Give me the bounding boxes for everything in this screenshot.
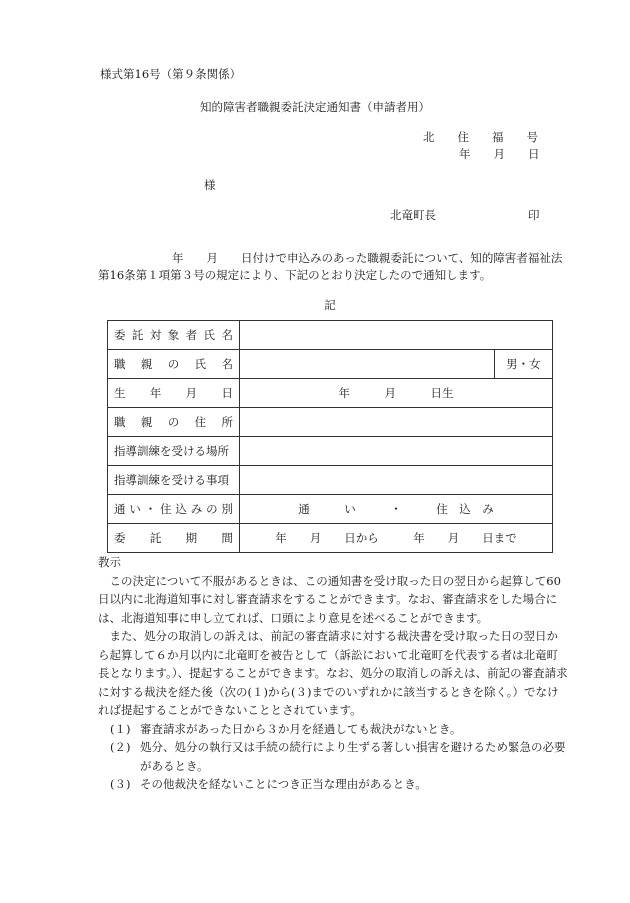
table-row [108,379,553,408]
field-consignee-name [239,321,552,350]
item-text: 処分、処分の執行又は手続の続行により生ずる著しい損害を避けるため緊急の必要があるとき。 [140,740,566,773]
label-commute-type: 通 い ・ 住 込 み の 別 [114,502,233,516]
document-title: 知的障害者職親委託決定通知書（申請者用） [200,100,430,114]
field-commute-type: 通 い ・ 住 込 み [239,495,552,524]
list-item [98,720,568,739]
table-row [108,408,553,437]
label-cell [108,524,240,553]
seal-mark: 印 [528,208,540,222]
field-training-place [239,437,552,466]
list-item [98,775,568,794]
label-cell [108,321,240,350]
field-employer-name [239,350,494,379]
label-cell: 指導訓練を受ける事項 [108,466,240,495]
notes-heading: 教示 [98,555,121,569]
addressee: 様 [204,178,216,192]
table-row [108,437,553,466]
notes-paragraph-1: この決定について不服があるときは、この通知書を受け取った日の翌日から起算して60日以内に北海道知事に対し審査請求をすることができます。なお、審査請求をした場合には、北海道知事に申し立てれば、口頭により意見を述べることができます。 [98,573,561,625]
instruction-notes [98,553,568,794]
info-table [107,320,553,553]
field-consignment-period: 年 月 日から 年 月 日まで [239,524,552,553]
item-marker: (１) [110,721,131,736]
label-consignment-period: 委 託 期 間 [114,531,233,545]
table-row [108,350,553,379]
item-marker: (２) [110,740,131,754]
body-line-2: 第16条第１項第３号の規定により、下記のとおり決定したので通知します。 [98,268,492,282]
notes-paragraph-2: また、処分の取消しの訴えは、前記の審査請求に対する裁決書を受け取った日の翌日から起算して６か月以内に北竜町を被告として（訴訟において北竜町を代表する者は北竜町長となります。）、提起することができます。なお、処分の取消しの訴えは、前記の審査請求に対する裁決を経た後（次の(１)から(３)までのいずれかに該当するときを除く。）でなければ提起することができないこととされています。 [98,629,568,717]
document-date: 年 月 日 [459,147,540,161]
sender: 北竜町長 [390,208,436,222]
label-employer-name: 職 親 の 氏 名 [114,357,233,371]
table-row [108,321,553,350]
document-number: 北 住 福 号 [423,130,538,144]
item-text: 審査請求があった日から３か月を経過しても裁決がないとき。 [140,721,462,736]
form-number: 様式第16号（第９条関係） [100,67,242,81]
label-cell [108,350,240,379]
item-marker: (３) [110,777,131,791]
label-birthdate: 生 年 月 日 [114,386,233,400]
label-employer-address: 職 親 の 住 所 [114,415,233,429]
label-cell: 指導訓練を受ける場所 [108,437,240,466]
ki-heading: 記 [324,298,336,312]
table-row [108,495,553,524]
field-training-matter [239,466,552,495]
label-cell [108,379,240,408]
body-line-1: 年 月 日付けで申込みのあった職親委託について、知的障害者福祉法 [172,251,563,265]
table-row [108,466,553,495]
field-employer-address [239,408,552,437]
label-cell [108,495,240,524]
label-cell [108,408,240,437]
item-text: その他裁決を経ないことにつき正当な理由があるとき。 [140,777,427,791]
list-item [98,738,568,775]
gender-cell: 男・女 [494,350,552,379]
label-consignee-name: 委 託 対 象 者 氏 名 [114,328,233,342]
table-row [108,524,553,553]
field-birthdate: 年 月 日生 [239,379,552,408]
